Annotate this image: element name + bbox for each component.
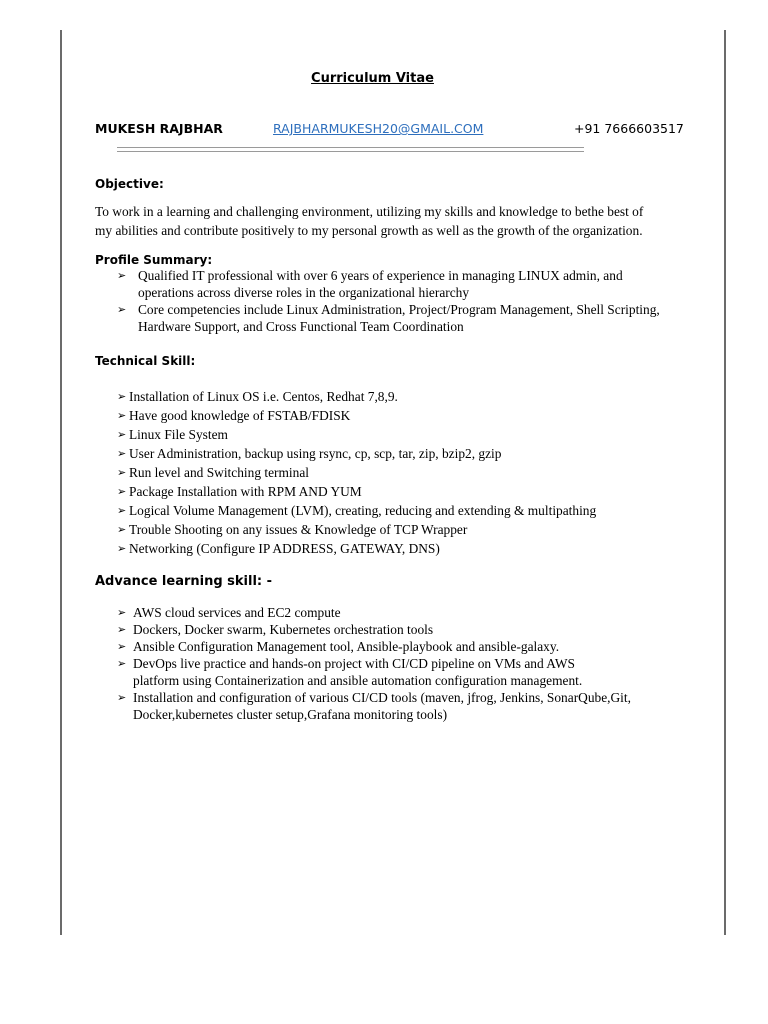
arrow-bullet-icon: ➢	[117, 640, 127, 653]
page-border-left	[60, 30, 62, 935]
list-item-text: Docker,kubernetes cluster setup,Grafana monitoring tools)	[133, 707, 448, 722]
list-item-text: Dockers, Docker swarm, Kubernetes orchestration tools	[133, 622, 434, 637]
list-item-text: Logical Volume Management (LVM), creating, reducing and extending & multipathing	[129, 503, 597, 518]
arrow-bullet-icon: ➢	[117, 523, 127, 536]
list-item	[117, 387, 677, 406]
list-item	[117, 655, 677, 689]
arrow-bullet-icon: ➢	[117, 428, 127, 441]
list-item	[117, 444, 677, 463]
list-item	[117, 406, 677, 425]
phone-number: +91 7666603517	[574, 121, 684, 136]
list-item-text: User Administration, backup using rsync, cp, scp, tar, zip, bzip2, gzip	[129, 446, 502, 461]
list-item-text: Linux File System	[129, 427, 228, 442]
list-item-text: AWS cloud services and EC2 compute	[133, 605, 341, 620]
profile-summary-heading: Profile Summary:	[95, 253, 213, 267]
arrow-bullet-icon: ➢	[117, 504, 127, 517]
list-item-text: DevOps live practice and hands-on project with CI/CD pipeline on VMs and AWS	[133, 656, 575, 671]
page-border-right	[724, 30, 726, 935]
list-item-text: operations across diverse roles in the organizational hierarchy	[138, 285, 470, 300]
list-item	[117, 482, 677, 501]
technical-skill-list	[117, 387, 677, 558]
list-item-text: Trouble Shooting on any issues & Knowledge of TCP Wrapper	[129, 522, 468, 537]
arrow-bullet-icon: ➢	[117, 390, 127, 403]
objective-text	[95, 203, 695, 240]
arrow-bullet-icon: ➢	[117, 409, 127, 422]
arrow-bullet-icon: ➢	[117, 542, 127, 555]
objective-line: To work in a learning and challenging environment, utilizing my skills and knowledge to bethe best of	[95, 204, 644, 219]
arrow-bullet-icon: ➢	[117, 466, 127, 479]
list-item-text: Run level and Switching terminal	[129, 465, 309, 480]
list-item-text: Have good knowledge of FSTAB/FDISK	[129, 408, 351, 423]
list-item	[117, 267, 697, 301]
arrow-bullet-icon: ➢	[117, 606, 127, 619]
technical-skill-heading: Technical Skill:	[95, 354, 196, 368]
advance-skill-heading: Advance learning skill: -	[95, 574, 273, 589]
list-item	[117, 520, 677, 539]
list-item	[117, 301, 697, 335]
list-item	[117, 501, 677, 520]
list-item-text: Ansible Configuration Management tool, Ansible-playbook and ansible-galaxy.	[133, 639, 560, 654]
list-item	[117, 689, 677, 723]
candidate-name: MUKESH RAJBHAR	[95, 121, 223, 136]
arrow-bullet-icon: ➢	[117, 447, 127, 460]
list-item-text: Package Installation with RPM AND YUM	[129, 484, 362, 499]
list-item-text: Installation and configuration of various CI/CD tools (maven, jfrog, Jenkins, SonarQube,Git,	[133, 690, 631, 705]
list-item	[117, 539, 677, 558]
list-item-text: platform using Containerization and ansible automation configuration management.	[133, 673, 583, 688]
arrow-bullet-icon: ➢	[117, 657, 127, 670]
list-item	[117, 425, 677, 444]
document-title: Curriculum Vitae	[311, 71, 434, 86]
list-item	[117, 621, 677, 638]
arrow-bullet-icon: ➢	[117, 485, 127, 498]
header-divider	[117, 147, 584, 152]
list-item-text: Networking (Configure IP ADDRESS, GATEWAY, DNS)	[129, 541, 440, 556]
arrow-bullet-icon: ➢	[117, 623, 127, 636]
list-item-text: Qualified IT professional with over 6 years of experience in managing LINUX admin, and	[138, 268, 623, 283]
objective-line: my abilities and contribute positively to my personal growth as well as the growth of the organization.	[95, 222, 643, 238]
profile-summary-list	[117, 267, 697, 335]
list-item-text: Hardware Support, and Cross Functional Team Coordination	[138, 319, 464, 334]
list-item-text: Installation of Linux OS i.e. Centos, Redhat 7,8,9.	[129, 389, 398, 404]
list-item	[117, 604, 677, 621]
advance-skill-list	[117, 604, 677, 723]
list-item	[117, 463, 677, 482]
objective-heading: Objective:	[95, 177, 164, 191]
list-item	[117, 638, 677, 655]
arrow-bullet-icon: ➢	[117, 303, 127, 316]
list-item-text: Core competencies include Linux Administration, Project/Program Management, Shell Scripting,	[138, 302, 660, 317]
email-link[interactable]: RAJBHARMUKESH20@GMAIL.COM	[273, 121, 484, 136]
arrow-bullet-icon: ➢	[117, 269, 127, 282]
arrow-bullet-icon: ➢	[117, 691, 127, 704]
